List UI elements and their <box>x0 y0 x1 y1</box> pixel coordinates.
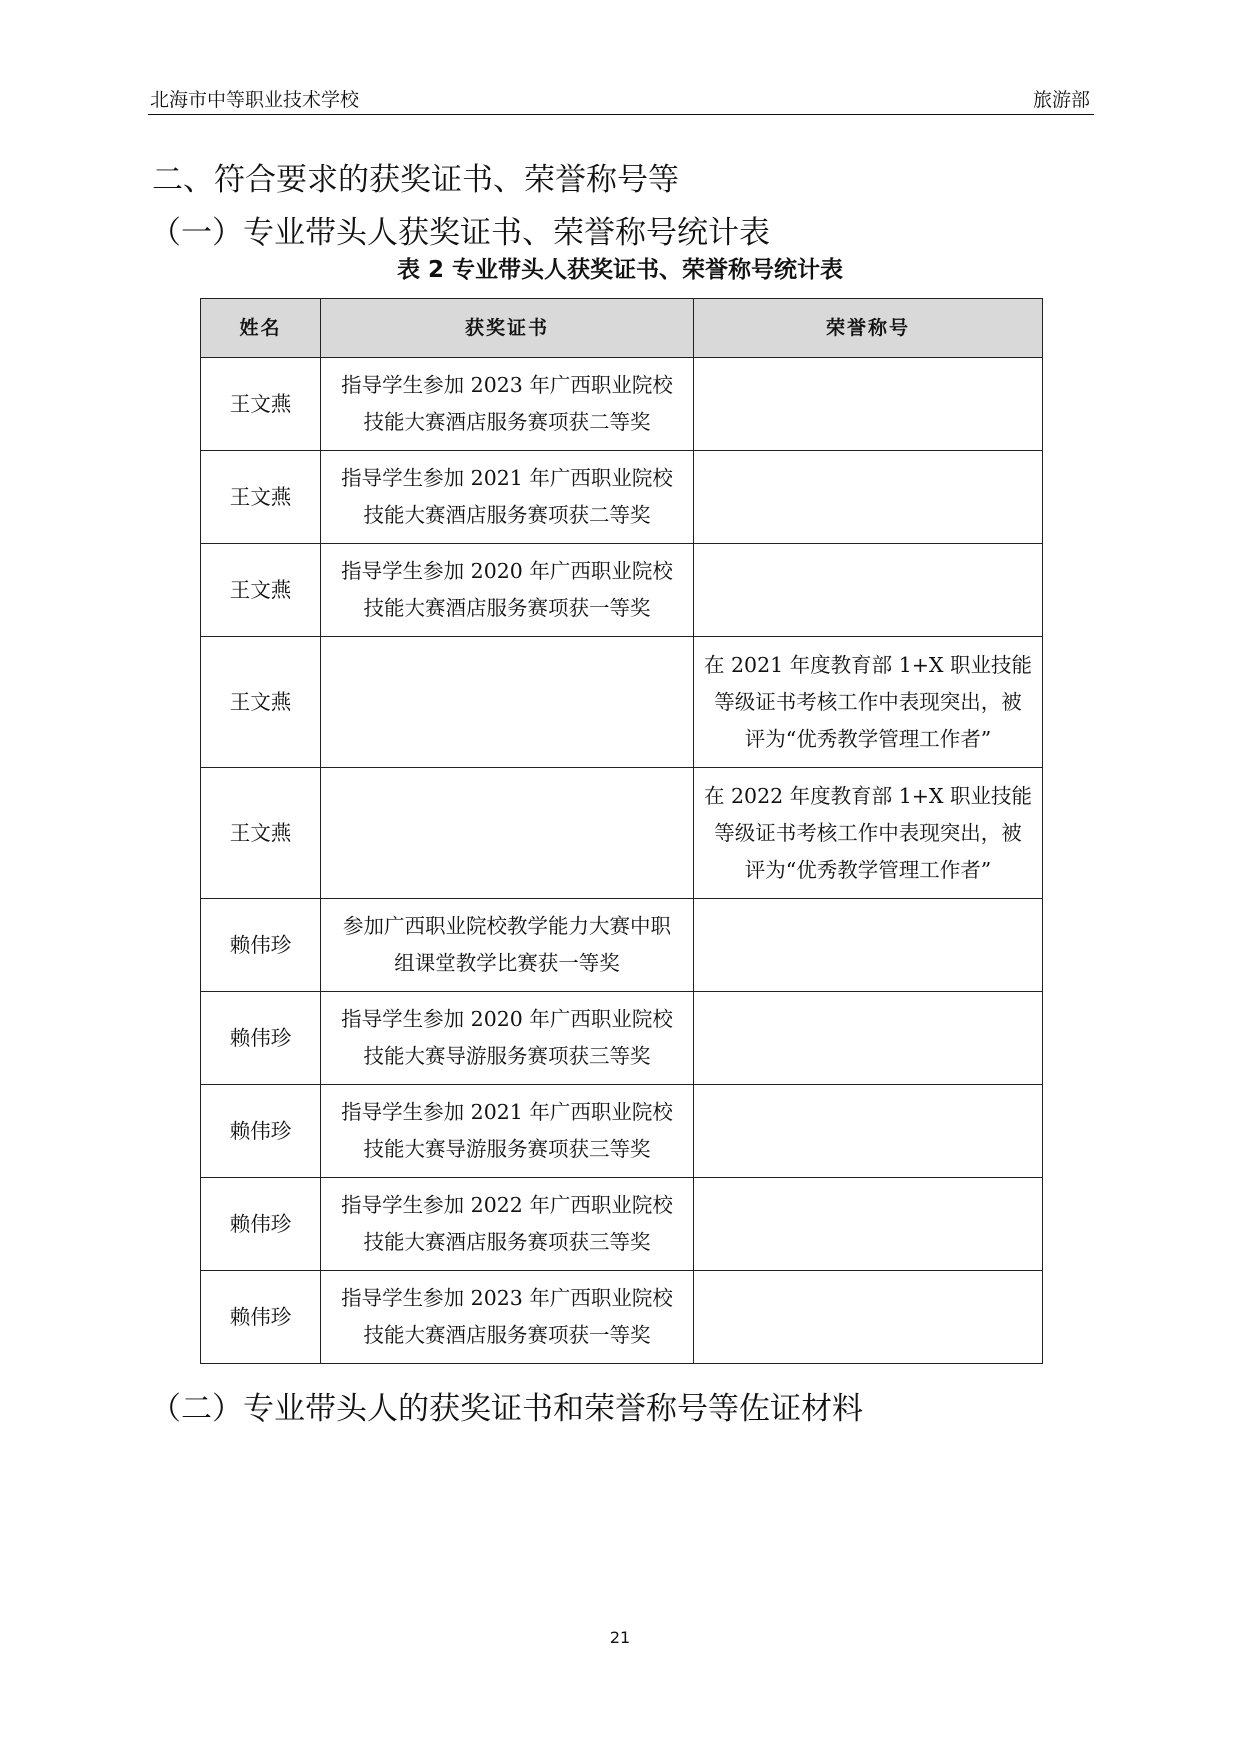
cell-award <box>321 768 694 899</box>
header-school-name: 北海市中等职业技术学校 <box>150 89 360 111</box>
table-header-row <box>201 299 1043 358</box>
cell-award: 指导学生参加 2021 年广西职业院校 技能大赛导游服务赛项获三等奖 <box>321 1085 694 1178</box>
cell-honor <box>694 1271 1043 1364</box>
header-divider <box>148 114 1094 115</box>
cell-name: 赖伟珍 <box>201 1085 321 1178</box>
cell-award: 指导学生参加 2021 年广西职业院校 技能大赛酒店服务赛项获二等奖 <box>321 451 694 544</box>
cell-name: 王文燕 <box>201 358 321 451</box>
cell-name: 王文燕 <box>201 544 321 637</box>
awards-table <box>200 298 1043 1364</box>
cell-award: 指导学生参加 2023 年广西职业院校 技能大赛酒店服务赛项获二等奖 <box>321 358 694 451</box>
cell-award <box>321 637 694 768</box>
table-caption: 表 2 专业带头人获奖证书、荣誉称号统计表 <box>396 257 844 283</box>
table-row <box>201 358 1043 451</box>
section-title: 二、符合要求的获奖证书、荣誉称号等 <box>152 162 679 198</box>
table-row <box>201 899 1043 992</box>
cell-honor <box>694 899 1043 992</box>
cell-honor <box>694 1085 1043 1178</box>
table-row <box>201 1271 1043 1364</box>
header-award-certificate: 获奖证书 <box>321 299 694 358</box>
cell-award: 参加广西职业院校教学能力大赛中职 组课堂教学比赛获一等奖 <box>321 899 694 992</box>
table-row <box>201 1178 1043 1271</box>
cell-name: 赖伟珍 <box>201 899 321 992</box>
cell-honor <box>694 358 1043 451</box>
header-department: 旅游部 <box>1032 89 1090 111</box>
page-number: 21 <box>609 1628 631 1647</box>
cell-honor: 在 2021 年度教育部 1+X 职业技能 等级证书考核工作中表现突出，被 评为“优秀教学管理工作者” <box>694 637 1043 768</box>
cell-honor <box>694 544 1043 637</box>
header-name: 姓名 <box>201 299 321 358</box>
subsection-title-1: （一）专业带头人获奖证书、荣誉称号统计表 <box>150 215 770 251</box>
table-row <box>201 768 1043 899</box>
cell-name: 赖伟珍 <box>201 1271 321 1364</box>
cell-award: 指导学生参加 2020 年广西职业院校 技能大赛导游服务赛项获三等奖 <box>321 992 694 1085</box>
cell-honor <box>694 1178 1043 1271</box>
table-row <box>201 1085 1043 1178</box>
subsection-title-2: （二）专业带头人的获奖证书和荣誉称号等佐证材料 <box>150 1391 863 1427</box>
cell-name: 赖伟珍 <box>201 1178 321 1271</box>
cell-name: 王文燕 <box>201 768 321 899</box>
cell-honor <box>694 992 1043 1085</box>
table-row <box>201 992 1043 1085</box>
table-row <box>201 544 1043 637</box>
table-row <box>201 451 1043 544</box>
table-row <box>201 637 1043 768</box>
header-honor-title: 荣誉称号 <box>694 299 1043 358</box>
cell-name: 王文燕 <box>201 637 321 768</box>
cell-name: 王文燕 <box>201 451 321 544</box>
cell-honor <box>694 451 1043 544</box>
cell-honor: 在 2022 年度教育部 1+X 职业技能 等级证书考核工作中表现突出，被 评为“优秀教学管理工作者” <box>694 768 1043 899</box>
cell-award: 指导学生参加 2022 年广西职业院校 技能大赛酒店服务赛项获三等奖 <box>321 1178 694 1271</box>
cell-award: 指导学生参加 2020 年广西职业院校 技能大赛酒店服务赛项获一等奖 <box>321 544 694 637</box>
cell-name: 赖伟珍 <box>201 992 321 1085</box>
cell-award: 指导学生参加 2023 年广西职业院校 技能大赛酒店服务赛项获一等奖 <box>321 1271 694 1364</box>
